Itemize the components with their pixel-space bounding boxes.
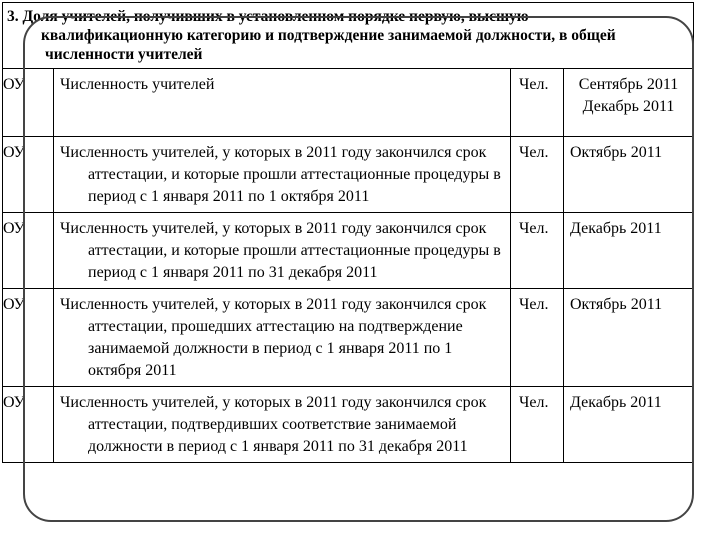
heading-line-2: квалификационную категорию и подтверждение занимаемой должности, в общей численности учителей	[41, 27, 616, 63]
unit-cell: Чел.	[511, 136, 564, 212]
indicator-cell: Численность учителей, у которых в 2011 году закончился срок аттестации, и которые прошли аттестационные процедуры в период с 1 января 2011 по 1 октября 2011	[54, 136, 511, 212]
indicator-cell: Численность учителей, у которых в 2011 году закончился срок аттестации, подтвердивших соответствие занимаемой должности в период с 1 января 2011 по 31 декабря 2011	[54, 386, 511, 462]
period-cell: Декабрь 2011	[570, 393, 662, 411]
document-table-container	[2, 2, 694, 463]
indicator-cell: Численность учителей, у которых в 2011 году закончился срок аттестации, прошедших аттестацию на подтверждение занимаемой должности в период с 1 января 2011 по 1 октября 2011	[54, 288, 511, 386]
unit-cell: Чел.	[511, 288, 564, 386]
table-row	[3, 69, 693, 136]
period-cell: Октябрь 2011	[564, 136, 694, 212]
org-cell: ОУ	[3, 288, 54, 386]
unit-cell: Чел.	[511, 212, 564, 288]
table-row	[3, 136, 693, 212]
indicator-cell: Численность учителей	[54, 69, 511, 136]
period-cell: Октябрь 2011	[564, 288, 694, 386]
org-cell: ОУ	[3, 136, 54, 212]
indicator-cell: Численность учителей, у которых в 2011 году закончился срок аттестации, и которые прошли аттестационные процедуры в период с 1 января 2011 по 31 декабря 2011	[54, 212, 511, 288]
org-cell: ОУ	[3, 69, 54, 136]
org-cell: ОУ	[3, 212, 54, 288]
period-cell: Сентябрь 2011 Декабрь 2011	[564, 69, 694, 136]
section-heading	[3, 3, 693, 69]
unit-cell: Чел.	[511, 69, 564, 136]
period-cell: Декабрь 2011	[564, 212, 694, 288]
table-row	[3, 288, 693, 386]
unit-cell: Чел.	[511, 386, 564, 462]
table-row	[3, 212, 693, 288]
table-row	[3, 386, 693, 462]
heading-line-1: 3. Доля учителей, получивших в установленном порядке первую, высшую	[7, 8, 529, 25]
org-cell: ОУ	[3, 386, 54, 462]
indicators-table	[3, 69, 693, 462]
